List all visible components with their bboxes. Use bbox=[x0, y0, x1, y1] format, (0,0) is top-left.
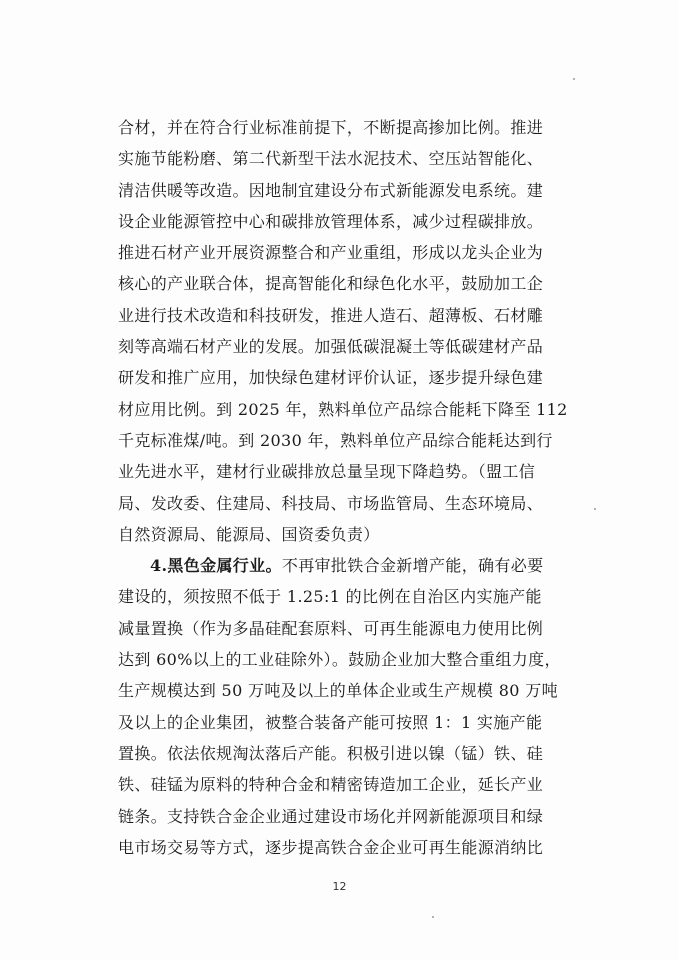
text-line: 及以上的企业集团，被整合装备产能可按照 1：1 实施产能 bbox=[118, 712, 543, 732]
page-number: 12 bbox=[332, 880, 347, 893]
text-line: 核心的产业联合体，提高智能化和绿色化水平，鼓励加工企 bbox=[118, 274, 544, 294]
text-line: 生产规模达到 50 万吨及以上的单体企业或生产规模 80 万吨 bbox=[118, 681, 558, 701]
scan-speck bbox=[573, 78, 575, 80]
text-line: 清洁供暖等改造。因地制宜建设分布式新能源发电系统。建 bbox=[118, 180, 544, 200]
text-line: 刻等高端石材产业的发展。加强低碳混凝土等低碳建材产品 bbox=[118, 337, 544, 357]
text-line: 实施节能粉磨、第二代新型干法水泥技术、空压站智能化、 bbox=[118, 149, 544, 169]
section-4-first-line-text: 不再审批铁合金新增产能，确有必要 bbox=[281, 556, 544, 576]
text-line: 材应用比例。到 2025 年，熟料单位产品综合能耗下降至 112 bbox=[118, 399, 568, 419]
text-line: 减量置换（作为多晶硅配套原料、可再生能源电力使用比例 bbox=[118, 618, 544, 638]
text-line: 达到 60%以上的工业硅除外）。鼓励企业加大整合重组力度， bbox=[118, 650, 561, 670]
text-line: 千克标准煤/吨。到 2030 年，熟料单位产品综合能耗达到行 bbox=[118, 430, 553, 450]
text-line: 铁、硅锰为原料的特种合金和精密铸造加工企业，延长产业 bbox=[118, 775, 544, 795]
text-line: 自然资源局、能源局、国资委负责） bbox=[118, 524, 380, 544]
text-line: 业进行技术改造和科技研发，推进人造石、超薄板、石材雕 bbox=[118, 305, 544, 325]
text-line: 设企业能源管控中心和碳排放管理体系，减少过程碳排放。 bbox=[118, 211, 544, 231]
text-line: 局、发改委、住建局、科技局、市场监管局、生态环境局、 bbox=[118, 493, 544, 513]
text-line: 业先进水平，建材行业碳排放总量呈现下降趋势。（盟工信 bbox=[118, 462, 536, 482]
body-text bbox=[118, 112, 573, 863]
text-line: 合材，并在符合行业标准前提下，不断提高掺加比例。推进 bbox=[118, 118, 544, 137]
section-4-heading: 4.黑色金属行业。 bbox=[150, 556, 282, 576]
text-line: 电市场交易等方式，逐步提高铁合金企业可再生能源消纳比 bbox=[118, 837, 544, 857]
section-4-first-line bbox=[118, 550, 573, 581]
text-line: 置换。依法依规淘汰落后产能。积极引进以镍（锰）铁、硅 bbox=[118, 743, 544, 763]
text-line: 链条。支持铁合金企业通过建设市场化并网新能源项目和绿 bbox=[118, 806, 544, 826]
text-line: 建设的，须按照不低于 1.25:1 的比例在自治区内实施产能 bbox=[118, 587, 542, 607]
scan-speck bbox=[594, 508, 596, 510]
text-line: 推进石材产业开展资源整合和产业重组，形成以龙头企业为 bbox=[118, 243, 544, 263]
scan-speck bbox=[432, 916, 434, 918]
text-line: 研发和推广应用，加快绿色建材评价认证，逐步提升绿色建 bbox=[118, 368, 544, 388]
